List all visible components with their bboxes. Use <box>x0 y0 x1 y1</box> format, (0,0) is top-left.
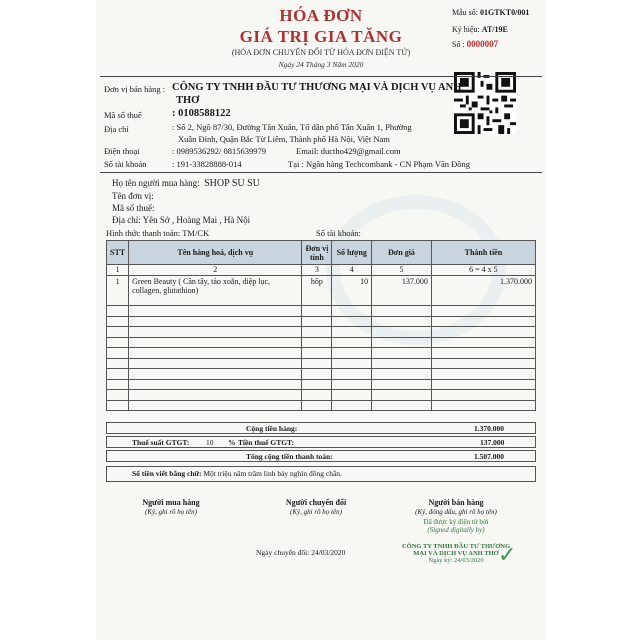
item-price: 137.000 <box>372 276 432 306</box>
seller-account-label: Số tài khoản <box>104 159 147 169</box>
seller-address: : Số 2, Ngõ 87/30, Đường Tân Xuân, Tổ dân phố Tân Xuân 1, Phường <box>172 122 412 132</box>
buyer-unit-label: Tên đơn vị: <box>112 191 154 201</box>
seller-name-line2: THƠ <box>176 95 200 106</box>
seller-signature: Người bán hàng (Ký, đóng dấu, ghi rõ họ tên) <box>415 498 497 516</box>
seller-tax-label: Mã số thuế <box>104 110 142 120</box>
seller-account: : 191-33828888-014 <box>172 159 242 169</box>
symbol: Ký hiệu: AT/19E <box>452 25 508 34</box>
numbering-row: 1 2 3 4 5 6 = 4 x 5 <box>107 265 536 276</box>
seller-address-line2: Xuân Đỉnh, Quận Bắc Từ Liêm, Thành phố Hà Nội, Việt Nam <box>178 134 390 144</box>
transfer-date: Ngày chuyển đổi: 24/03/2020 <box>256 548 346 557</box>
col-price: Đơn giá <box>372 241 432 265</box>
words-value: Một triệu năm trăm linh bảy nghìn đồng chẵn. <box>203 469 342 478</box>
form-number: Mẫu số: 01GTKT0/001 <box>452 8 530 17</box>
item-name: Green Beauty ( Cần tây, táo xoắn, diệp lục, collagen, glutathion) <box>129 276 302 306</box>
divider <box>100 172 542 173</box>
col-qty: Số lượng <box>332 241 372 265</box>
table-header-row <box>107 241 536 265</box>
vat-rate-value: 10 <box>206 438 214 447</box>
seller-bank: Tại : Ngân hàng Techcombank - CN Phạm Văn Đồng <box>288 159 471 169</box>
buyer-name-row: Họ tên người mua hàng: SHOP SU SU <box>112 178 260 189</box>
invoice-paper <box>96 0 546 640</box>
vat-pct: % <box>228 438 236 447</box>
item-unit: hôp <box>302 276 332 306</box>
words-label: Số tiền viết bằng chữ: Một triệu năm trăm linh bảy nghìn đồng chẵn. <box>132 469 342 478</box>
digital-sign-note: Đã được ký điện tử bởi (Signed digitally by) <box>423 518 489 534</box>
vat-rate-label: Thuế suất GTGT: <box>132 438 190 447</box>
buyer-signature: Người mua hàng (Ký, ghi rõ họ tên) <box>142 498 200 516</box>
seller-phone: : 0989536292/ 0815639979 <box>172 146 266 156</box>
col-name: Tên hàng hoá, dịch vụ <box>129 241 302 265</box>
col-amount: Thành tiền <box>431 241 535 265</box>
invoice-number: Số : 0000007 <box>452 39 499 49</box>
seller-phone-label: Điện thoại <box>104 146 140 156</box>
col-unit: Đơn vị tính <box>302 241 332 265</box>
buyer-name: SHOP SU SU <box>204 178 260 189</box>
vat-amount-value: 137.000 <box>480 438 505 447</box>
buyer-address-row: Địa chỉ: Yên Sở , Hoàng Mai , Hà Nội <box>112 215 251 225</box>
subtotal-row <box>106 422 536 434</box>
signer-name: CÔNG TY TNHH ĐẦU TƯ THƯƠNG MẠI VÀ DỊCH VỤ ANH THƠ Ngày ký: 24/03/2020 <box>401 543 511 564</box>
seller-tax-code: : 0108588122 <box>172 108 231 119</box>
col-stt: STT <box>107 241 129 265</box>
item-qty: 10 <box>332 276 372 306</box>
seller-name-label: Đơn vị bán hàng : <box>104 84 166 94</box>
invoice-title: HÓA ĐƠN <box>279 6 363 25</box>
qr-code <box>454 72 516 134</box>
invoice-title-vat: GIÁ TRỊ GIA TĂNG <box>239 27 403 46</box>
payment-method: TM/CK <box>182 228 210 238</box>
invoice-date: Ngày 24 Tháng 3 Năm 2020 <box>278 60 364 69</box>
table-row: 1 Green Beauty ( Cần tây, táo xoắn, diệp lục, collagen, glutathion) hôp 10 137.000 1.370.000 <box>107 276 536 306</box>
grand-total-value: 1.507.000 <box>474 452 504 461</box>
seller-name: CÔNG TY TNHH ĐẦU TƯ THƯƠNG MẠI VÀ DỊCH VỤ ANH <box>172 82 462 93</box>
items-table <box>106 240 536 411</box>
buyer-tax-label: Mã số thuế: <box>112 203 155 213</box>
item-amount: 1.370.000 <box>431 276 535 306</box>
seller-address-label: Địa chỉ <box>104 124 129 134</box>
vat-amount-label: Tiền thuế GTGT: <box>238 438 294 447</box>
divider <box>100 76 542 77</box>
buyer-account-label: Số tài khoản: <box>316 228 361 238</box>
invoice-subtitle: (HÓA ĐƠN CHUYỂN ĐỔI TỪ HÓA ĐƠN ĐIỆN TỬ) <box>231 48 411 57</box>
transfer-signature: Người chuyển đổi (Ký, ghi rõ họ tên) <box>285 498 347 516</box>
seller-email: Email: ductho429@gmail.com <box>296 146 401 156</box>
buyer-address: Yên Sở , Hoàng Mai , Hà Nội <box>142 215 251 225</box>
subtotal-value: 1.370.000 <box>474 424 504 433</box>
grand-total-label: Tổng cộng tiền thanh toán: <box>246 452 333 461</box>
subtotal-label: Cộng tiền hàng: <box>246 424 298 433</box>
check-icon: ✓ <box>498 542 517 567</box>
payment-row: Hình thức thanh toán: TM/CK <box>106 228 210 238</box>
